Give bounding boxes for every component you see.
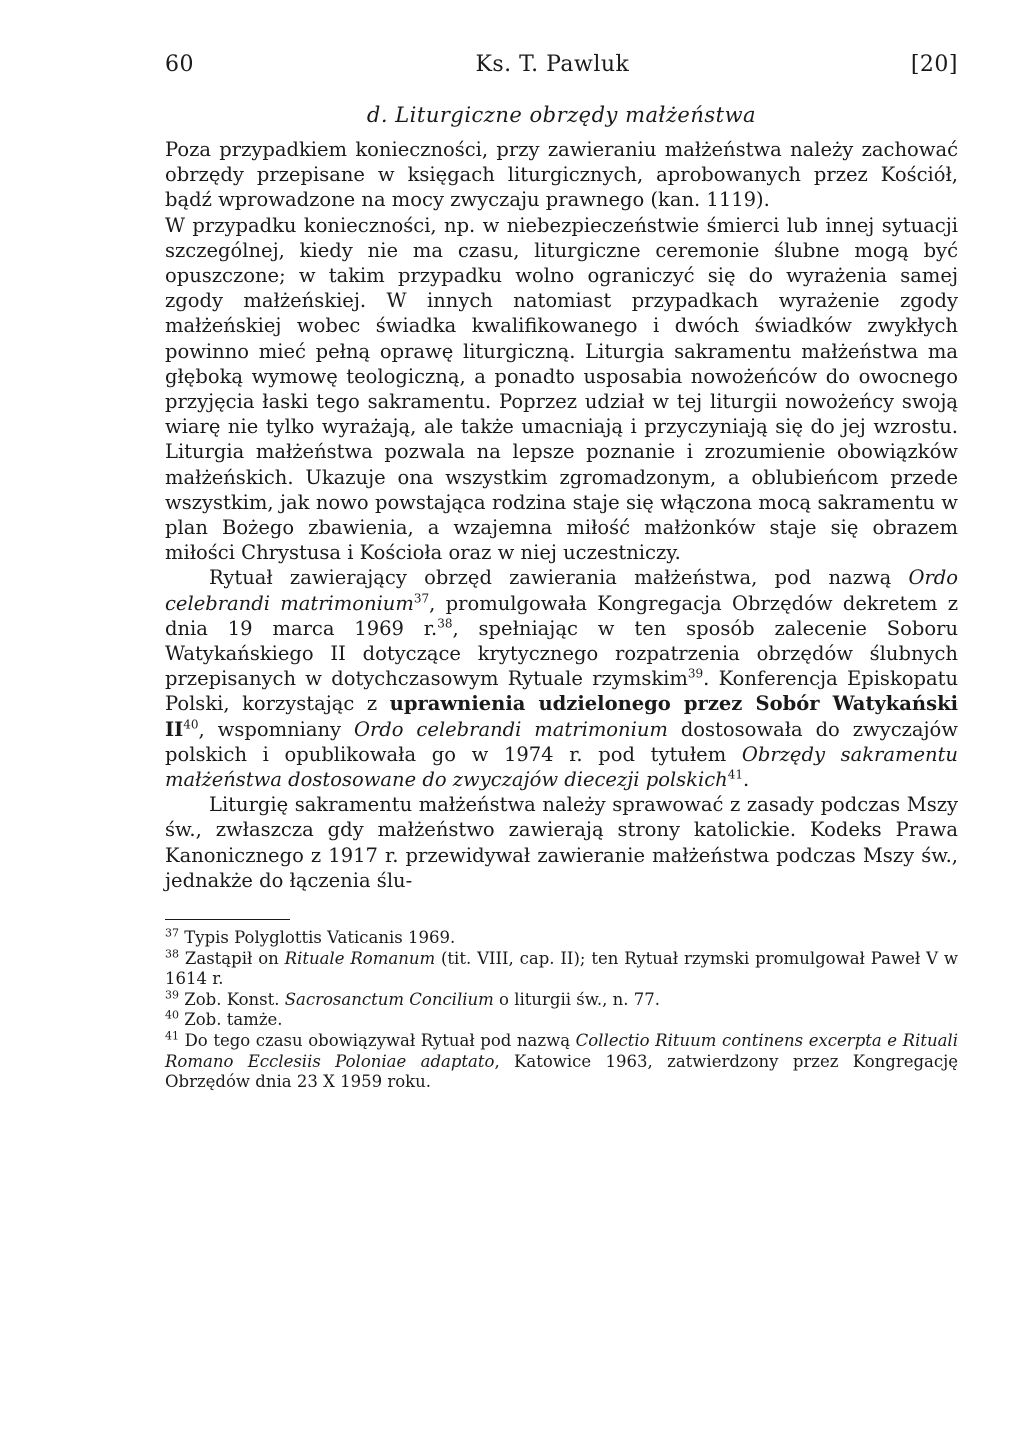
footnote-text: (tit. VIII, cap. II); ten Rytuał rzymski promulgował Paweł V w 1614 r. [165,948,958,989]
footnote-ref-38[interactable]: 38 [437,616,453,631]
bold-text: uprawnienia udzielonego przez Sobór Watykański II [165,692,959,741]
text-run: Rytuał zawierający obrzęd zawierania małżeństwa, pod nazwą [209,566,909,590]
paragraph-2: W przypadku konieczności, np. w niebezpieczeństwie śmierci lub innej sytuacji szczególnej, kiedy nie ma czasu, liturgiczne ceremonie ślubne mogą być opuszczone; w takim przypadku wolno ograniczyć się do wyrażenia samej zgody małżeńskiej. W innych natomiast przypadkach wyrażenie zgody małżeńskiej wobec świadka kwalifikowanego i dwóch świadków zwykłych powinno mieć pełną oprawę liturgiczną. Liturgia sakramentu małżeństwa ma głęboką wymowę teologiczną, a ponadto usposabia nowożeńców do owocnego przyjęcia łaski tego sakramentu. Poprzez udział w tej liturgii nowożeńcy swoją wiarę nie tylko wyrażają, ale także umacniają i przyczyniają się do jej wzrostu. Liturgia małżeństwa pozwala na lepsze poznanie i zrozumienie obowiązków małżeńskich. Ukazuje ona wszystkim zgromadzonym, a oblubieńcom przede wszystkim, jak nowo powstająca rodzina staje się włączona mocą sakramentu w plan Bożego zbawienia, a wzajemna miłość małżonków staje się obrazem miłości Chrystusa i Kościoła oraz w niej uczestniczy. [165,213,958,565]
footnote-text: Zob. Konst. [184,989,285,1009]
text-run: . [743,768,750,792]
italic-title: Sacrosanctum Concilium [284,989,494,1009]
footnotes [165,928,958,1093]
footnote-text: Zob. tamże. [184,1010,283,1030]
paragraph-4: Liturgię sakramentu małżeństwa należy sprawować z zasady podczas Mszy św., zwłaszcza gdy małżeństwo zawierają strony katolickie. Kodeks Prawa Kanonicznego z 1917 r. przewidywał zawieranie małżeństwa podczas Mszy św., jednakże do łączenia ślu- [165,793,958,892]
footnote-number: 38 [165,947,179,961]
text-run: , promulgowała Kongregacja Obrzędów dekretem z dnia 19 marca 1969 r. [165,591,958,640]
footnote-text: Do tego czasu obowiązywał Rytuał pod nazwą [184,1031,576,1051]
italic-title: Rituale Romanum [284,948,436,968]
footnote-ref-40[interactable]: 40 [183,717,199,732]
footnote-40 [165,1010,958,1031]
text-run: dostosowała do zwyczajów polskich i opublikowała go w 1974 r. pod tytułem [165,717,958,766]
italic-title: Obrzędy sakramentu małżeństwa dostosowane do zwyczajów diecezji polskich [165,742,958,792]
footnote-number: 39 [165,988,179,1002]
footnote-divider [165,919,290,920]
text-run: , spełniając w ten sposób zalecenie Soboru Watykańskiego II dotyczące krytycznego rozpatrzenia obrzędów ślubnych przepisanych w dotychczasowym Rytuale rzymskim [165,616,959,691]
footnote-number: 41 [165,1029,179,1043]
paragraph-3 [165,565,958,792]
footnote-text: o liturgii św., n. 77. [493,989,661,1009]
section-number: [20] [910,52,958,77]
footnote-number: 40 [165,1008,179,1022]
footnote-38 [165,949,958,990]
page-number: 60 [165,52,194,77]
footnote-text: , Katowice 1963, zatwierdzony przez Kongregację Obrzędów dnia 23 X 1959 roku. [165,1051,958,1092]
running-author: Ks. T. Pawluk [475,52,630,77]
footnote-number: 37 [165,926,179,940]
footnote-39 [165,990,958,1011]
footnote-ref-37[interactable]: 37 [413,591,430,606]
text-run: . Konferencja Episkopatu Polski, korzystając z [165,667,959,716]
footnote-text: Zastąpił on [184,948,285,968]
footnote-ref-39[interactable]: 39 [687,666,704,681]
running-header [165,52,958,77]
italic-title: Ordo celebrandi matrimonium [353,717,668,741]
section-title: d. Liturgiczne obrzędy małżeństwa [366,103,757,127]
italic-title: Collectio Rituum continens excerpta e Rituali Romano Ecclesiis Poloniae adaptato [165,1031,958,1071]
footnote-37 [165,928,958,949]
body-text [165,137,958,893]
footnote-ref-41[interactable]: 41 [727,767,743,782]
footnote-41 [165,1031,958,1093]
text-run: , wspomniany [198,717,354,741]
footnote-text: Typis Polyglottis Vaticanis 1969. [184,928,456,948]
italic-title: Ordo celebrandi matrimonium [165,566,958,615]
paragraph-1: Poza przypadkiem konieczności, przy zawieraniu małżeństwa należy zachować obrzędy przepisane w księgach liturgicznych, aprobowanych przez Kościół, bądź wprowadzone na mocy zwyczaju prawnego (kan. 1119). [165,138,958,212]
